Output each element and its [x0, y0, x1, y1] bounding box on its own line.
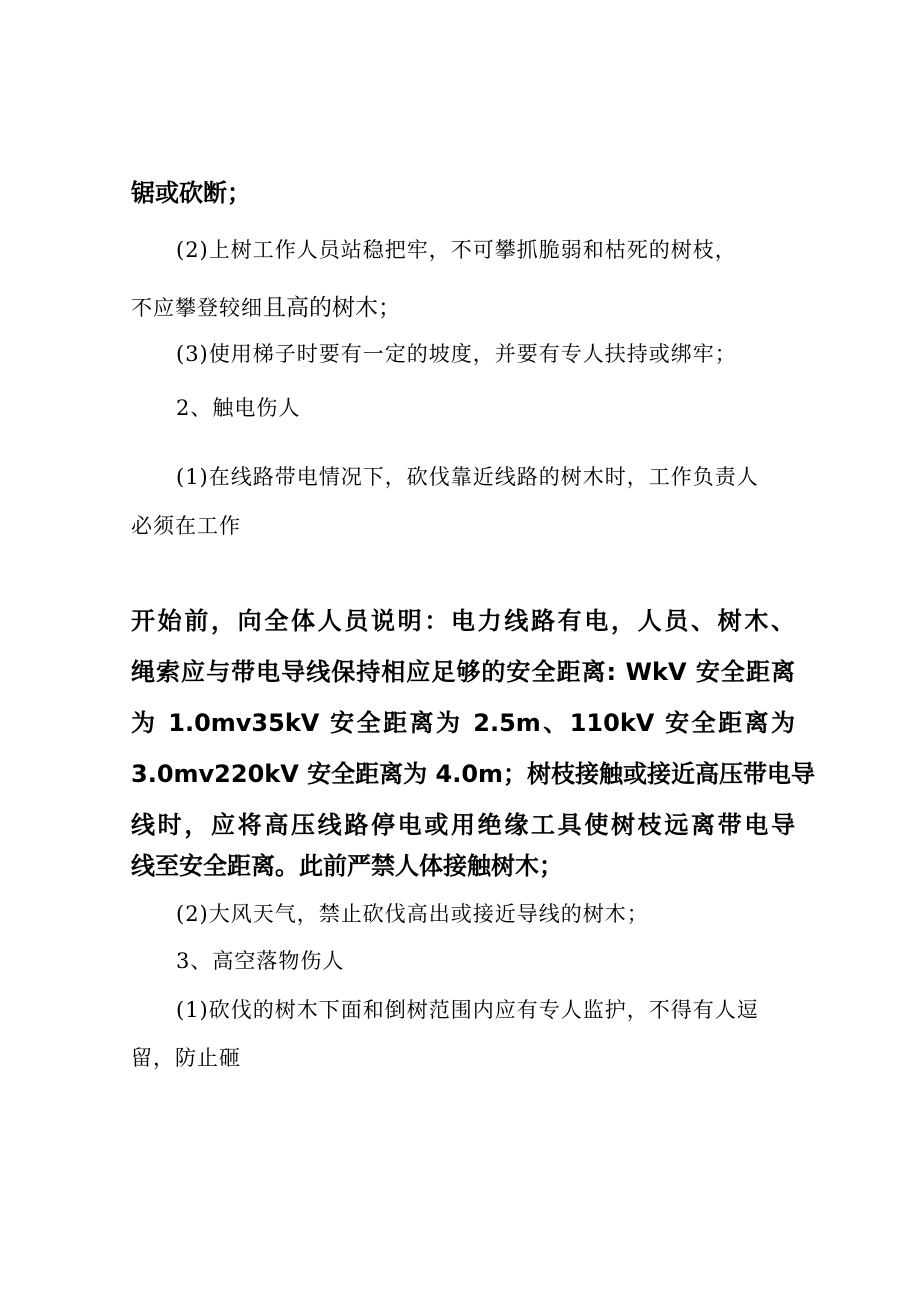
text-line-3-part-a: 不应攀登较细: [131, 296, 263, 320]
text-line-3: [131, 289, 401, 322]
text-line-10: (1)砍伐的树木下面和倒树范围内应有专人监护，不得有人逗: [176, 998, 759, 1022]
paragraph-line-3: 为 1.0mv35kV 安全距离为 2.5m、110kV 安全距离为: [131, 709, 795, 737]
text-line-6: (1)在线路带电情况下，砍伐靠近线路的树木时，工作负责人: [176, 465, 759, 489]
text-line-2: (2)上树工作人员站稳把牢，不可攀抓脆弱和枯死的树枝，: [176, 238, 737, 262]
paragraph-line-6: 线至安全距离。此前严禁人体接触树木；: [131, 852, 563, 880]
text-line-8: (2)大风天气，禁止砍伐高出或接近导线的树木；: [176, 902, 649, 926]
text-line-11: 留，防止砸: [131, 1046, 241, 1070]
section-heading-3: 3、高空落物伤人: [176, 949, 345, 973]
paragraph-line-1: 开始前，向全体人员说明：电力线路有电，人员、树木、: [131, 607, 795, 635]
paragraph-line-2: 绳索应与带电导线保持相应足够的安全距离: WkV 安全距离: [131, 658, 795, 686]
section-heading-2: 2、触电伤人: [176, 396, 301, 420]
text-line-3-part-b: 且高的树木；: [263, 295, 401, 321]
text-line-1: 锯或砍断；: [131, 179, 251, 207]
paragraph-line-4: 3.0mv220kV 安全距离为 4.0m；树枝接触或接近高压带电导: [131, 760, 816, 788]
paragraph-line-5: 线时，应将高压线路停电或用绝缘工具使树枝远离带电导: [131, 811, 795, 839]
text-line-4: (3)使用梯子时要有一定的坡度，并要有专人扶持或绑牢；: [176, 342, 737, 366]
text-line-7: 必须在工作: [131, 514, 241, 538]
